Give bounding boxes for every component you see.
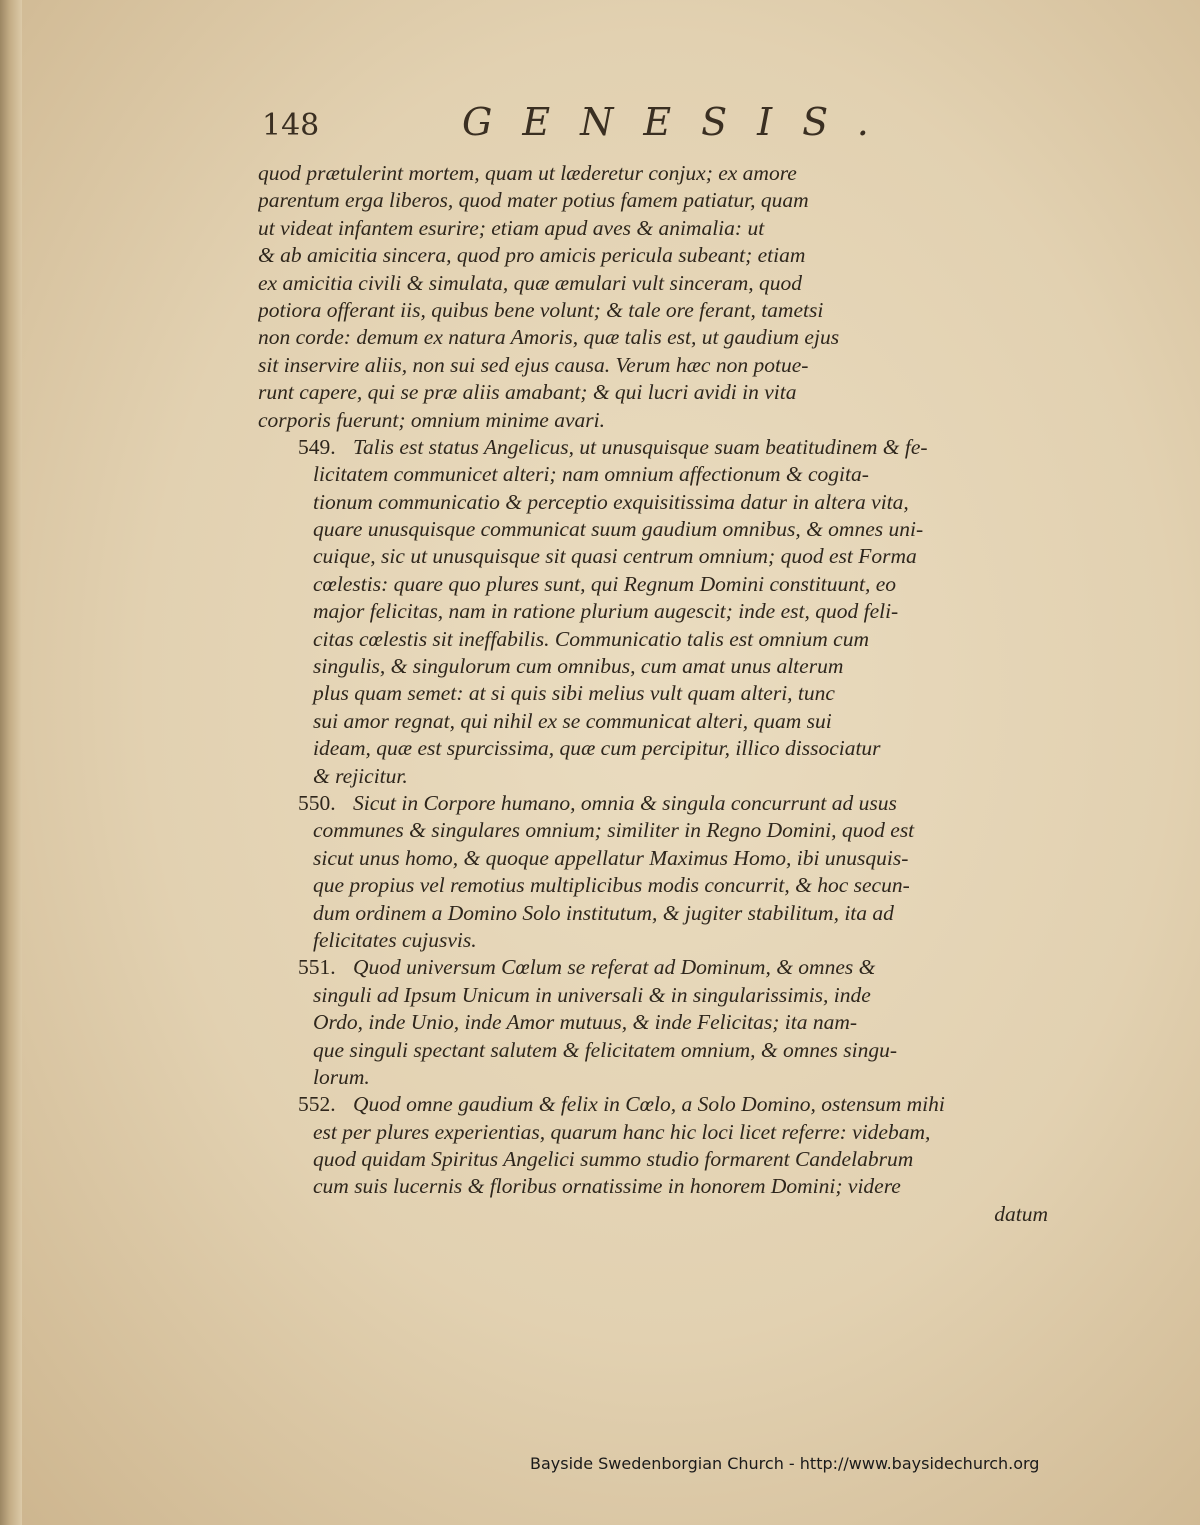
text-line: que propius vel remotius multiplicibus modis concurrit, & hoc secun- <box>313 873 910 898</box>
page-spine-shadow <box>0 0 22 1525</box>
text-line: Ordo, inde Unio, inde Amor mutuus, & inde Felicitas; ita nam- <box>313 1010 858 1035</box>
text-line: sui amor regnat, qui nihil ex se communicat alteri, quam sui <box>313 708 832 733</box>
text-line <box>258 434 1048 461</box>
running-head: GENESIS. <box>462 100 899 144</box>
footer-credit: Bayside Swedenborgian Church - http://www.baysidechurch.org <box>530 1454 1040 1473</box>
text-line: est per plures experientias, quarum hanc hic loci licet referre: videbam, <box>313 1119 931 1144</box>
text-line: ex amicitia civili & simulata, quæ æmulari vult sinceram, quod <box>258 270 803 295</box>
line-text: Talis est status Angelicus, ut unusquisque suam beatitudinem & fe- <box>353 434 928 459</box>
text-line: licitatem communicet alteri; nam omnium affectionum & cogita- <box>313 462 869 487</box>
text-line: singuli ad Ipsum Unicum in universali & in singularissimis, inde <box>313 982 871 1007</box>
page-header <box>262 100 1062 150</box>
numbered-paragraph <box>258 434 1048 790</box>
text-line: sicut unus homo, & quoque appellatur Maximus Homo, ibi unusquis- <box>313 845 909 870</box>
text-line: quod quidam Spiritus Angelici summo studio formarent Candelabrum <box>313 1147 914 1172</box>
paragraph-list <box>258 160 1048 1201</box>
text-line: major felicitas, nam in ratione plurium augescit; inde est, quod feli- <box>313 599 899 624</box>
line-text: Sicut in Corpore humano, omnia & singula concurrunt ad usus <box>353 790 897 815</box>
text-line <box>258 790 1048 817</box>
page-number: 148 <box>262 108 320 143</box>
text-line: ut videat infantem esurire; etiam apud aves & animalia: ut <box>258 215 765 240</box>
text-line: non corde: demum ex natura Amoris, quæ talis est, ut gaudium ejus <box>258 325 840 350</box>
text-line: runt capere, qui se præ aliis amabant; & qui lucri avidi in vita <box>258 380 797 405</box>
catchword: datum <box>994 1201 1048 1226</box>
text-line: tionum communicatio & perceptio exquisitissima datur in altera vita, <box>313 489 909 514</box>
text-line: communes & singulares omnium; similiter in Regno Domini, quod est <box>313 818 915 843</box>
text-line: parentum erga liberos, quod mater potius famem patiatur, quam <box>258 188 809 213</box>
paragraph-number: 550. <box>298 790 336 815</box>
page-text <box>258 160 1048 1228</box>
text-line <box>258 954 1048 981</box>
text-line <box>258 1091 1048 1118</box>
text-line: cum suis lucernis & floribus ornatissime in honorem Domini; videre <box>313 1174 901 1199</box>
text-line: quod prætulerint mortem, quam ut læderetur conjux; ex amore <box>258 161 797 185</box>
text-line: ideam, quæ est spurcissima, quæ cum percipitur, illico dissociatur <box>313 736 881 761</box>
line-text: Quod omne gaudium & felix in Cœlo, a Solo Domino, ostensum mihi <box>353 1092 945 1117</box>
text-line: lorum. <box>313 1064 370 1089</box>
text-line: & rejicitur. <box>313 763 408 788</box>
line-text: Quod universum Cœlum se referat ad Dominum, & omnes & <box>353 955 876 980</box>
paragraph-number: 552. <box>298 1092 336 1117</box>
text-line: que singuli spectant salutem & felicitatem omnium, & omnes singu- <box>313 1037 898 1062</box>
text-line: cuique, sic ut unusquisque sit quasi centrum omnium; quod est Forma <box>313 544 917 569</box>
continuation-paragraph <box>258 160 1048 434</box>
numbered-paragraph <box>258 954 1048 1091</box>
text-line: corporis fuerunt; omnium minime avari. <box>258 407 605 432</box>
text-line: & ab amicitia sincera, quod pro amicis pericula subeant; etiam <box>258 243 806 268</box>
text-line: plus quam semet: at si quis sibi melius vult quam alteri, tunc <box>313 681 835 706</box>
text-line: citas cœlestis sit ineffabilis. Communicatio talis est omnium cum <box>313 626 869 651</box>
text-line: felicitates cujusvis. <box>313 927 477 952</box>
text-line: cœlestis: quare quo plures sunt, qui Regnum Domini constituunt, eo <box>313 571 897 596</box>
numbered-paragraph <box>258 790 1048 954</box>
text-line: singulis, & singulorum cum omnibus, cum amat unus alterum <box>313 654 844 679</box>
paragraph-number: 549. <box>298 434 336 459</box>
text-line: dum ordinem a Domino Solo institutum, & jugiter stabilitum, ita ad <box>313 900 894 925</box>
text-line: sit inservire aliis, non sui sed ejus causa. Verum hæc non potue- <box>258 352 809 377</box>
text-line: quare unusquisque communicat suum gaudium omnibus, & omnes uni- <box>313 517 924 542</box>
paragraph-number: 551. <box>298 955 336 980</box>
numbered-paragraph <box>258 1091 1048 1201</box>
text-line: potiora offerant iis, quibus bene volunt; & tale ore ferant, tametsi <box>258 297 824 322</box>
